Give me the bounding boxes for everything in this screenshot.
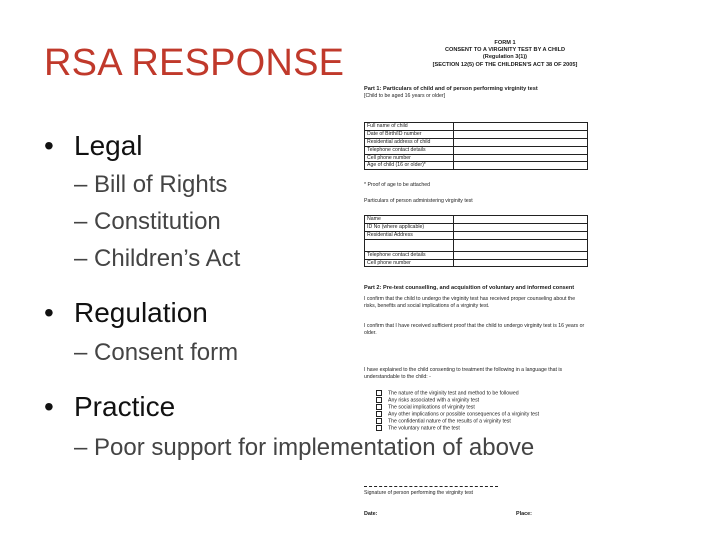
table-row: Cell phone number (365, 260, 587, 267)
checklist-item: The nature of the virginity test and method to be followed (376, 390, 586, 397)
sub-bullet (74, 245, 240, 273)
part1-subtitle: [Child to be aged 16 years or older] (364, 93, 446, 99)
bullet-label: Regulation (74, 297, 208, 328)
signature-line (364, 486, 498, 487)
table-row: ID No (where applicable) (365, 224, 587, 232)
sub-bullet (74, 171, 227, 199)
part1-title: Part 1: Particulars of child and of person performing virginity test (364, 86, 538, 92)
table-row: Age of child (16 or older)* (365, 162, 587, 169)
sub-label: Consent form (94, 339, 239, 366)
admin-title: Particulars of person administering virginity test (364, 198, 473, 204)
checklist-item: The confidential nature of the results of a virginity test (376, 418, 586, 425)
table-row: Telephone contact details (365, 252, 587, 260)
bullet-dot: • (44, 130, 54, 161)
part2-title: Part 2: Pre-test counselling, and acquisition of voluntary and informed consent (364, 285, 575, 291)
slide-title: RSA RESPONSE (44, 42, 345, 84)
table-row: Residential address of child (365, 139, 587, 147)
checkbox-icon (376, 404, 382, 410)
table-row: Name (365, 216, 587, 224)
sub-label: Bill of Rights (94, 171, 228, 198)
table-row: Date of Birth/ID number (365, 131, 587, 139)
proof-note: * Proof of age to be attached (364, 182, 431, 188)
form-section: [SECTION 12(5) OF THE CHILDREN'S ACT 38 OF 2005] (432, 61, 578, 68)
date-place-row (364, 511, 586, 517)
place-label: Place: (516, 511, 532, 517)
form-header (410, 40, 600, 69)
sub-dash: – (74, 245, 88, 272)
sub-label: Children’s Act (94, 245, 241, 272)
explained-text: I have explained to the child consenting to treatment the following in a language that is understandable to the child: - (364, 367, 563, 380)
bullet-label: Legal (74, 130, 143, 161)
bullet-dot: • (44, 391, 54, 422)
bullet-label: Practice (74, 391, 176, 422)
child-details-table (364, 122, 588, 170)
confirm-proof: I confirm that I have received sufficient proof that the child to undergo virginity test is 16 years or older. (364, 323, 585, 336)
bullet-dot: • (44, 297, 54, 328)
sub-dash: – (74, 339, 88, 366)
bullet-practice (44, 391, 175, 423)
sub-label: Constitution (94, 208, 221, 235)
form-number: FORM 1 (494, 40, 516, 46)
table-row: Full name of child (365, 123, 587, 131)
table-row: Cell phone number (365, 155, 587, 163)
form-title: CONSENT TO A VIRGINITY TEST BY A CHILD (444, 47, 566, 54)
sub-dash: – (74, 171, 88, 198)
checkbox-icon (376, 411, 382, 417)
checkbox-icon (376, 390, 382, 396)
checkbox-icon (376, 425, 382, 431)
bullet-legal (44, 130, 143, 162)
form-regulation: (Regulation 3(1)) (482, 54, 528, 61)
sub-bullet (74, 208, 221, 236)
date-label: Date: (364, 511, 378, 517)
admin-details-table (364, 215, 588, 267)
bullet-regulation (44, 297, 208, 329)
sub-bullet (74, 339, 238, 367)
table-row (365, 240, 587, 252)
checklist-item: The social implications of virginity test (376, 404, 586, 411)
checklist-item: Any other implications or possible consequences of a virginity test (376, 411, 586, 418)
sub-dash: – (74, 434, 88, 461)
checkbox-icon (376, 397, 382, 403)
confirm-counselling: I confirm that the child to undergo the virginity test has received proper counseling about the risks, benefits and social implications of a virginity test. (364, 296, 576, 309)
checklist-item: Any risks associated with a virginity test (376, 397, 586, 404)
checkbox-icon (376, 418, 382, 424)
signature-label: Signature of person performing the virginity test (364, 490, 473, 496)
table-row: Residential Address (365, 232, 587, 240)
table-row: Telephone contact details (365, 147, 587, 155)
sub-label: Poor support for implementation of above (94, 434, 535, 461)
sub-dash: – (74, 208, 88, 235)
sub-bullet (74, 434, 534, 462)
checklist-item: The voluntary nature of the test (376, 425, 586, 432)
